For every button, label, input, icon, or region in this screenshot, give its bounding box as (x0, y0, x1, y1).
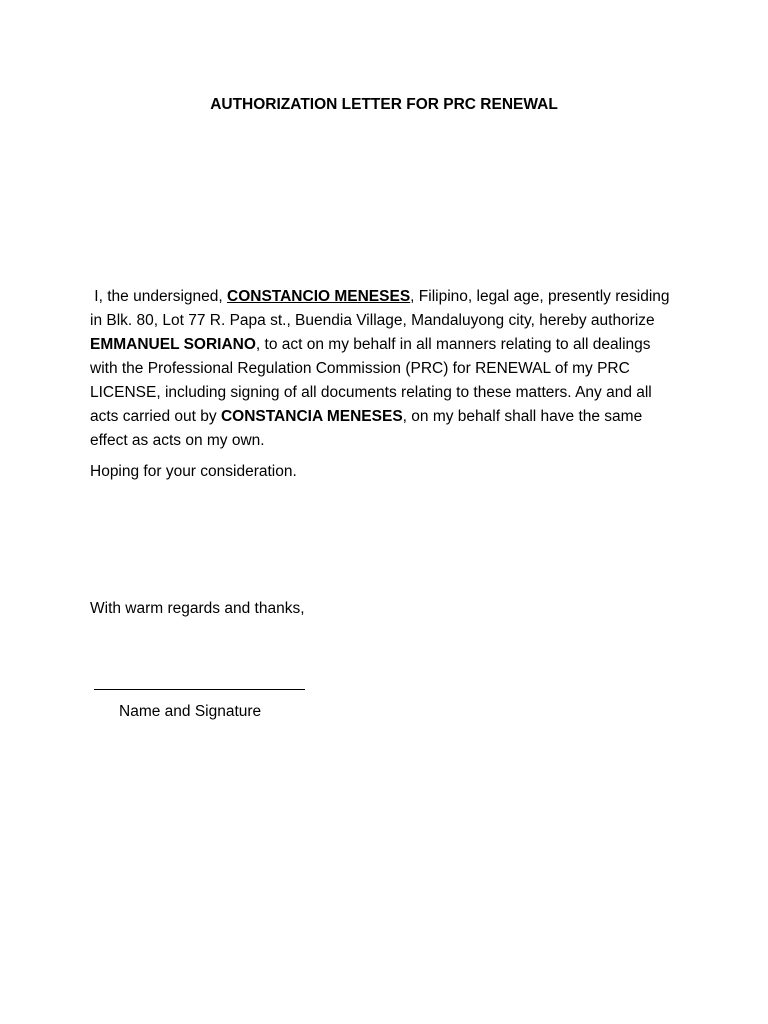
representative-name: EMMANUEL SORIANO (90, 336, 256, 353)
letter-body (90, 285, 680, 453)
closing-line: With warm regards and thanks, (90, 600, 305, 617)
signature-label: Name and Signature (119, 703, 262, 720)
body-text-3: , on my behalf shall have the same effect as acts on my own. (90, 408, 643, 449)
body-lead: I, the undersigned, (90, 288, 228, 305)
body-text-2: , to act on my behalf in all manners relating to all dealings with the Professional Regulation Commission (PRC) for RENEWAL of my PRC LICENSE, including signing of all documents relating to these matters. Any and all acts carried out by (90, 336, 652, 425)
acting-name: CONSTANCIA MENESES (220, 408, 403, 425)
signature-line (94, 671, 305, 690)
hoping-line: Hoping for your consideration. (90, 463, 297, 480)
body-text-1: , Filipino, legal age, presently residing in Blk. 80, Lot 77 R. Papa st., Buendia Village, Mandaluyong city, hereby authorize (90, 288, 670, 329)
principal-name: CONSTANCIO MENESES (227, 288, 411, 305)
letter-title: AUTHORIZATION LETTER FOR PRC RENEWAL (210, 96, 558, 113)
